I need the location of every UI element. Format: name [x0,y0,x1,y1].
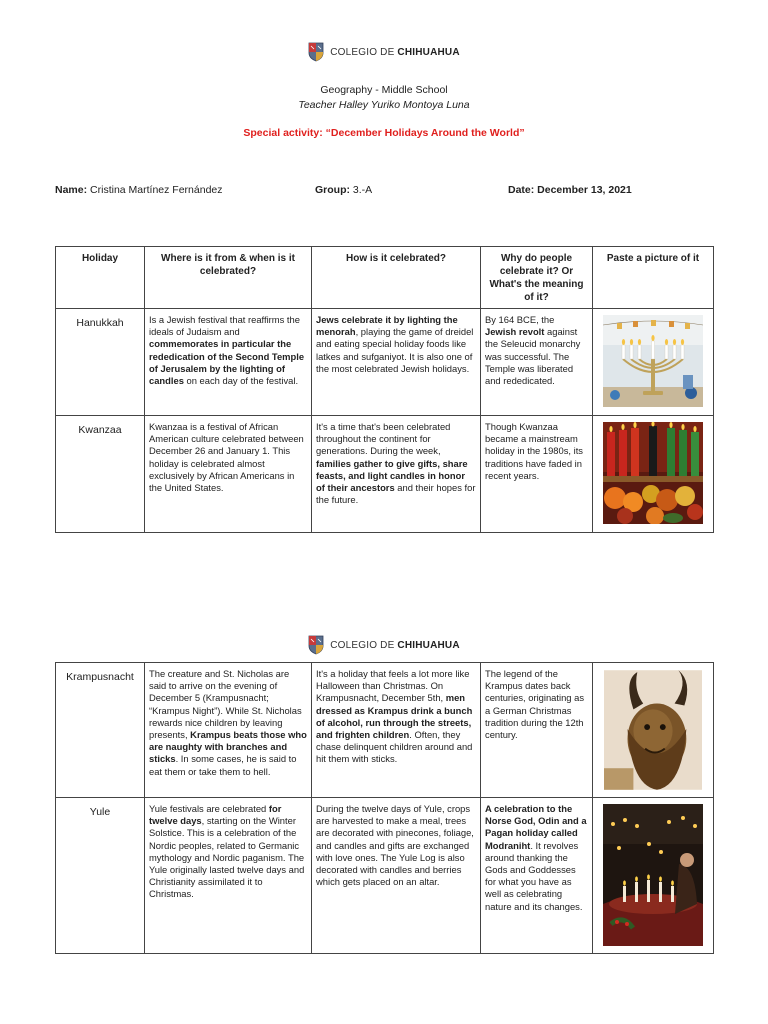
cell-text-run: It's a holiday that feels a lot more like Halloween than Christmas. On Krampusnacht, December 5th, [316,668,470,704]
header-why: Why do people celebrate it? Or What's the meaning of it? [481,247,593,309]
logo-prefix: COLEGIO DE [330,639,398,651]
college-shield-icon [308,42,324,62]
krampus-mask-photo [604,669,702,791]
logo-name: CHIHUAHUA [397,46,460,58]
holidays-table-1 [55,246,714,533]
where-cell [145,309,312,416]
name-value: Cristina Martínez Fernández [90,184,223,196]
why-cell [481,416,593,533]
header-picture: Paste a picture of it [593,247,714,309]
holiday-name: Yule [56,798,145,954]
cell-text-run: commemorates in particular the rededication of the Second Temple of Jerusalem by the lighting of candles [149,338,305,387]
cell-text-run: . Often, they chase delinquent children around and hit them with sticks. [316,729,473,765]
holiday-name: Kwanzaa [56,416,145,533]
header-where: Where is it from & when is it celebrated? [145,247,312,309]
subject-line: Geography - Middle School [320,84,448,96]
student-group [315,184,372,196]
assignment-date [508,184,632,196]
how-cell [312,798,481,954]
how-cell [312,663,481,798]
table-header-row [56,247,714,309]
group-value: 3.-A [352,184,373,196]
cell-text-run: By 164 BCE, the [485,314,555,325]
group-label: Group: [315,184,350,196]
where-cell [145,798,312,954]
cell-text-run: Jewish revolt [485,326,545,338]
yule-candles-photo [599,804,707,946]
cell-text-run: . It revolves around thanking the Gods and Goddesses for what you have as well as celebrating nature and its changes. [485,839,583,912]
cell-text-run: and their hopes for the future. [316,482,476,506]
how-cell [312,309,481,416]
why-cell [481,663,593,798]
student-name [55,184,223,196]
cell-text-run: The legend of the Krampus dates back centuries, originating as a German Christmas tradition during the 12th century. [485,668,585,741]
cell-text-run: It's a time that's been celebrated throughout the continent for generations. During the week, [316,421,451,457]
picture-cell [593,663,714,798]
activity-title: Special activity: “December Holidays Around the World” [243,127,525,139]
cell-text-run: against the Seleucid monarchy was successful. The Temple was liberated and rededicated. [485,326,581,387]
cell-text-run: men dressed as Krampus drink a bunch of alcohol, run through the streets, and frighten children [316,692,473,741]
table-row-hanukkah [56,309,714,416]
cell-text-run: Is a Jewish festival that reaffirms the ideals of Judaism and [149,314,300,338]
header-holiday: Holiday [56,247,145,309]
why-cell [481,309,593,416]
logo-prefix: COLEGIO DE [330,46,398,58]
name-label: Name: [55,184,88,196]
header-how: How is it celebrated? [312,247,481,309]
table-row-yule [56,798,714,954]
cell-text-run: families gather to give gifts, share feasts, and light candles in honor of their ancestors [316,457,468,494]
picture-cell [593,798,714,954]
holiday-name: Krampusnacht [56,663,145,798]
cell-text-run: Though Kwanzaa became a mainstream holiday in the 1980s, its traditions have faded in recent years. [485,421,583,481]
cell-text-run: , starting on the Winter Solstice. This is a celebration of the Nordic peoples, related to Germanic mythology and Nordic paganism. The Yule originally lasted twelve days and Christianity assimilated it to Christmas. [149,815,305,900]
holiday-name: Hanukkah [56,309,145,416]
cell-text-run: The creature and St. Nicholas are said to arrive on the evening of December 5 (Krampusnacht; “Krampus Night”). While St. Nicholas rewards nice children by leaving presents, [149,668,302,741]
where-cell [145,416,312,533]
picture-cell [593,309,714,416]
cell-text-run: Krampus beats those who are naughty with branches and sticks [149,729,307,765]
cell-text-run: for twelve days [149,803,282,827]
cell-text-run: on each day of the festival. [183,375,299,387]
school-logo [0,42,768,62]
cell-text-run: A celebration to the Norse God, Odin and a Pagan holiday called Modraniht [485,803,587,851]
kwanzaa-candles-photo [599,422,707,524]
date-label: Date: December 13, 2021 [508,184,632,196]
logo-name: CHIHUAHUA [397,639,460,651]
cell-text-run: Kwanzaa is a festival of African American culture celebrated between December 26 and January 1. This holiday is celebrated almost exclusively by African Americans in the United States. [149,421,304,494]
teacher-line: Teacher Halley Yuriko Montoya Luna [298,99,470,111]
cell-text-run: , playing the game of dreidel and eating special holiday foods like latkes and sufganiyot. It is also one of the most celebrated Jewish holidays. [316,326,474,374]
cell-text-run: Jews celebrate it by lighting the menorah [316,314,458,338]
why-cell [481,798,593,954]
cell-text-run: During the twelve days of Yule, crops are harvested to make a meal, trees are decorated with pinecones, foliage, and candles and gifts are exchanged with love ones. The Yule Log is also decorated with candles and berries which gets placed on an altar. [316,803,474,888]
school-logo [0,635,768,655]
where-cell [145,663,312,798]
cell-text-run: . In some cases, he is said to eat them or take them to hell. [149,753,297,777]
table-row-kwanzaa [56,416,714,533]
how-cell [312,416,481,533]
table-row-krampusnacht [56,663,714,798]
hanukkah-menorah-photo [599,315,707,407]
holidays-table-2 [55,662,714,954]
college-shield-icon [308,635,324,655]
cell-text-run: Yule festivals are celebrated [149,803,269,814]
picture-cell [593,416,714,533]
